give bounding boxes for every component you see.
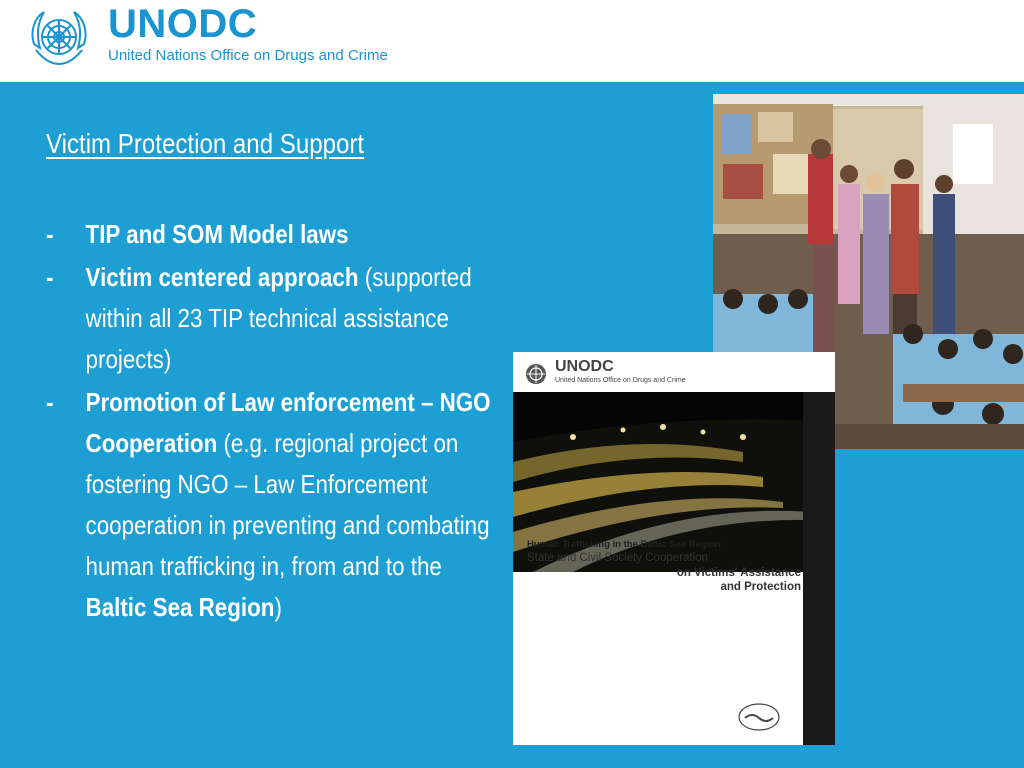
- bullet-text: ): [274, 592, 282, 622]
- bullet-list: [46, 214, 493, 630]
- bullet-text: (e.g. regional project on fostering NGO – Law Enforcement cooperation in preventing and combating human trafficking in, from and to the: [85, 428, 490, 581]
- bullet-text: (supported within all 23 TIP technical assistance projects): [85, 262, 472, 374]
- bullet-item: [46, 214, 493, 255]
- header-bar: [0, 0, 1024, 82]
- un-emblem-icon: [523, 362, 549, 386]
- cover-title-line: Human Trafficking in the Baltic Sea Region:: [527, 539, 724, 550]
- brand-subtitle: United Nations Office on Drugs and Crime: [108, 47, 388, 64]
- cover-title-line: on Victims' Assistance: [676, 567, 801, 579]
- bullet-text-bold: TIP and SOM Model laws: [85, 219, 349, 249]
- bullet-text-bold: Promotion of Law enforcement – NGO Cooperation: [85, 387, 491, 458]
- cover-side-bar: [803, 392, 835, 745]
- bullet-dash: -: [46, 219, 54, 249]
- bullet-item: [46, 382, 493, 628]
- un-emblem-icon: [22, 4, 96, 70]
- bullet-item: [46, 257, 493, 380]
- bullet-text-bold: Victim centered approach: [85, 262, 359, 292]
- cover-brand: UNODC: [555, 358, 614, 375]
- council-seal-icon: [735, 702, 783, 732]
- cover-header: [513, 352, 835, 392]
- bullet-dash: -: [46, 387, 54, 417]
- slide-title: Victim Protection and Support: [46, 128, 365, 159]
- cover-title-block: [609, 566, 801, 594]
- cover-title-line: and Protection: [720, 581, 801, 593]
- report-cover: [513, 352, 835, 745]
- bullet-dash: -: [46, 262, 54, 292]
- brand-name: UNODC: [108, 2, 258, 46]
- cover-subtitle: United Nations Office on Drugs and Crime: [555, 377, 686, 384]
- cover-title-line: State and Civil Society Cooperation: [527, 552, 708, 564]
- bullet-text-bold: Baltic Sea Region: [85, 592, 275, 622]
